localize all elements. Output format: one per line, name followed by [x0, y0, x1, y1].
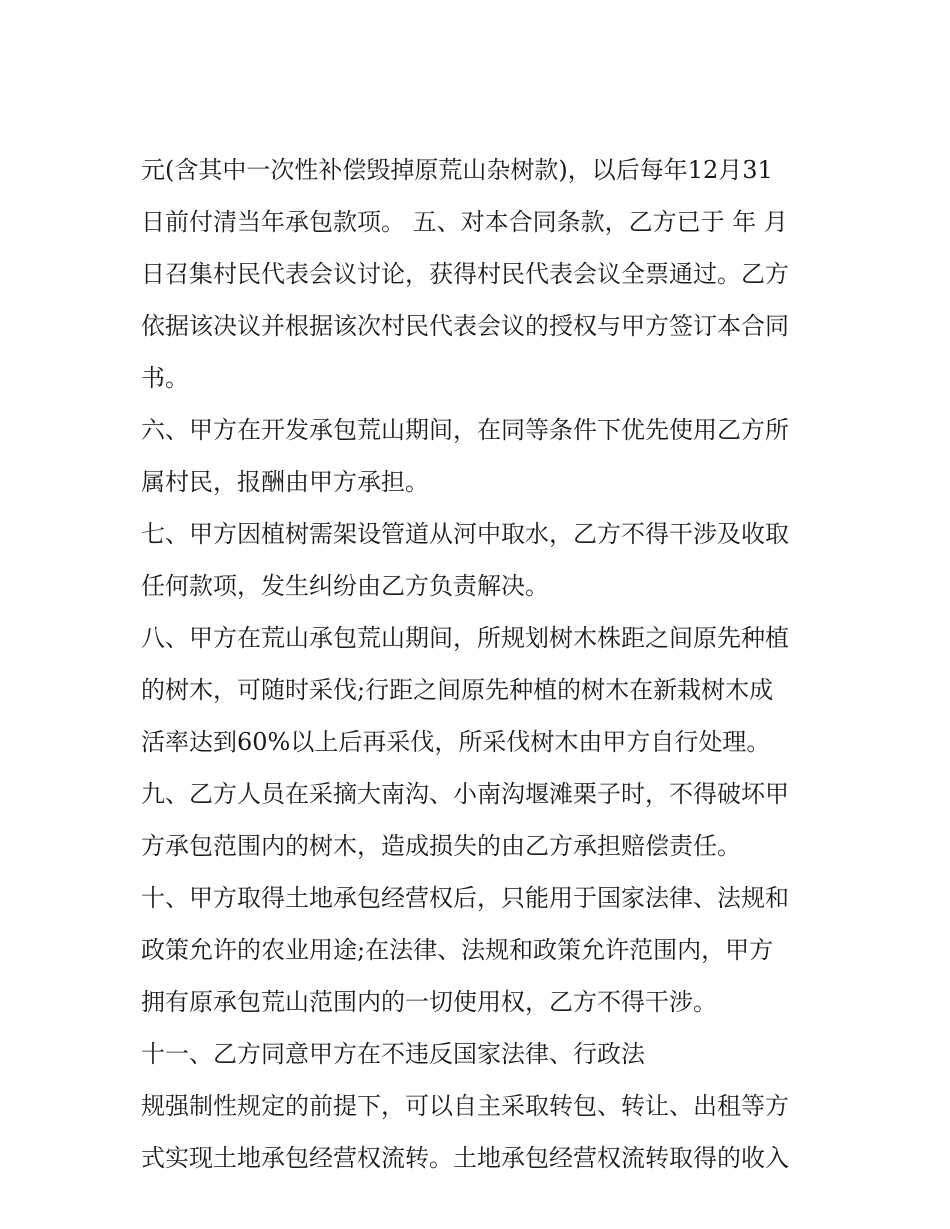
text-line: 日前付清当年承包款项。 五、对本合同条款，乙方已于 年 月	[141, 208, 788, 236]
text-line: 方承包范围内的树木，造成损失的由乙方承担赔偿责任。	[141, 832, 741, 860]
text-line: 八、甲方在荒山承包荒山期间，所规划树木株距之间原先种植	[141, 624, 789, 652]
text-line: 规强制性规定的前提下，可以自主采取转包、转让、出租等方	[141, 1092, 789, 1120]
text-line: 十一、乙方同意甲方在不违反国家法律、行政法	[141, 1040, 645, 1068]
text-line: 任何款项，发生纠纷由乙方负责解决。	[141, 572, 549, 600]
text-line: 十、甲方取得土地承包经营权后，只能用于国家法律、法规和	[141, 884, 789, 912]
text-line: 式实现土地承包经营权流转。土地承包经营权流转取得的收入	[141, 1144, 789, 1172]
contract-text-body	[141, 144, 831, 1184]
text-line: 元(含其中一次性补偿毁掉原荒山杂树款)，以后每年12月31	[141, 156, 773, 184]
text-line: 拥有原承包荒山范围内的一切使用权，乙方不得干涉。	[141, 988, 717, 1016]
text-line: 日召集村民代表会议讨论，获得村民代表会议全票通过。乙方	[141, 260, 789, 288]
text-line: 政策允许的农业用途;在法律、法规和政策允许范围内，甲方	[141, 936, 774, 964]
text-line: 的树木，可随时采伐;行距之间原先种植的树木在新栽树木成	[141, 676, 774, 704]
text-line: 依据该决议并根据该次村民代表会议的授权与甲方签订本合同	[141, 312, 789, 340]
text-line: 书。	[141, 364, 189, 392]
text-line: 六、甲方在开发承包荒山期间，在同等条件下优先使用乙方所	[141, 416, 789, 444]
text-line: 七、甲方因植树需架设管道从河中取水，乙方不得干涉及收取	[141, 520, 789, 548]
text-line: 属村民，报酬由甲方承担。	[141, 468, 429, 496]
text-line: 活率达到60%以上后再采伐，所采伐树木由甲方自行处理。	[141, 728, 771, 756]
text-line: 九、乙方人员在采摘大南沟、小南沟堰滩栗子时，不得破坏甲	[141, 780, 789, 808]
